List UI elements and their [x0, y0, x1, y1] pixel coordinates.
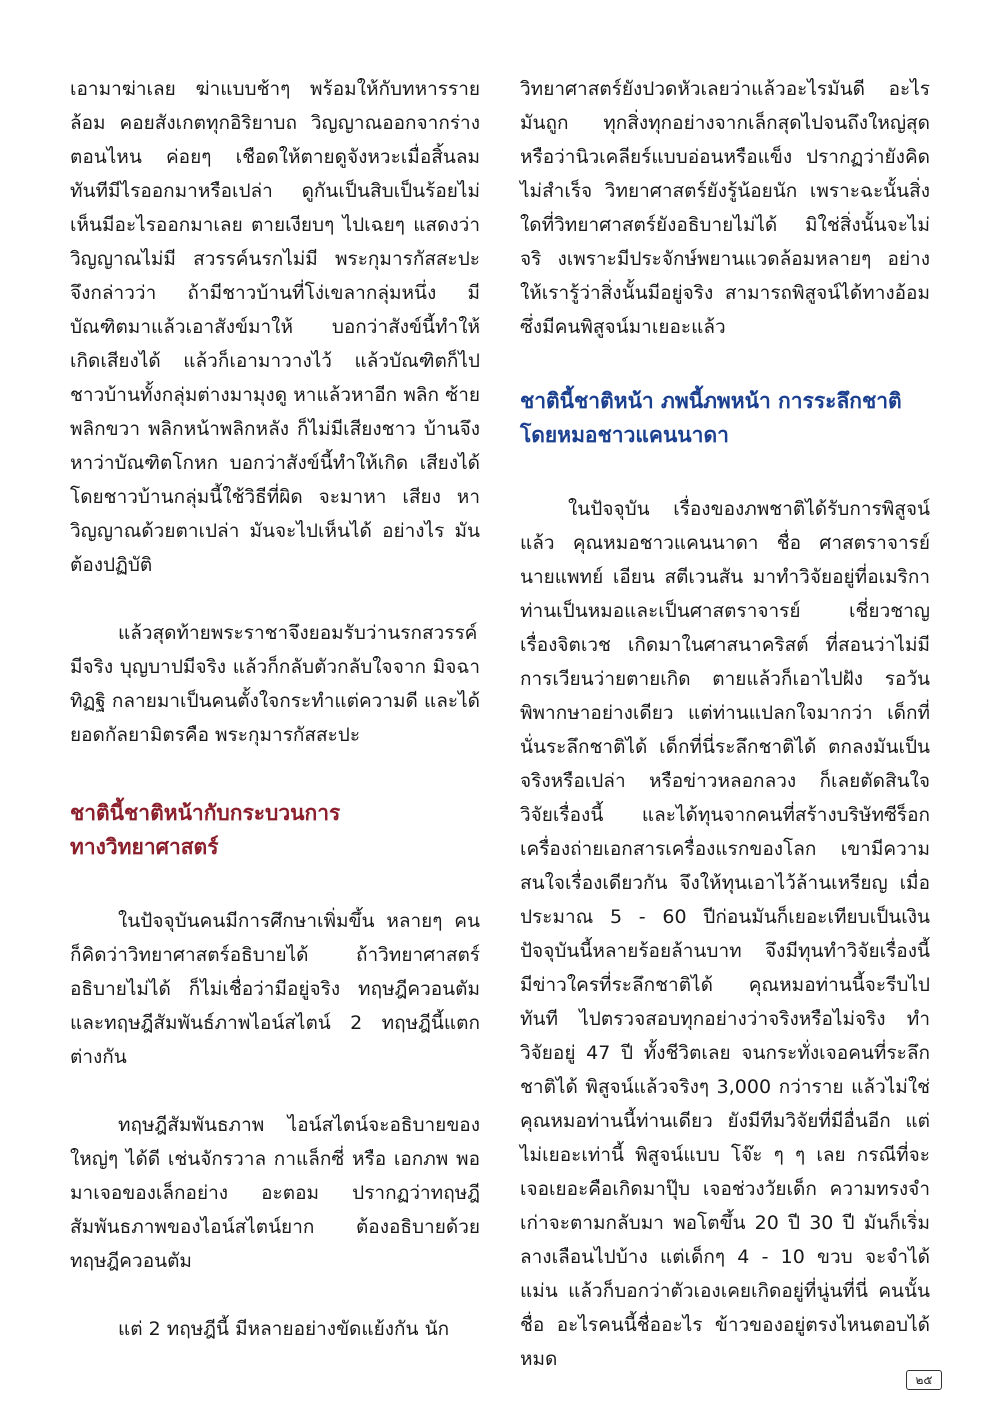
page-number: ๒๕	[906, 1370, 942, 1390]
left-paragraph-3: ในปัจจุบันคนมีการศึกษาเพิ่มขึ้น หลายๆ คน ก็คิดว่าวิทยาศาสตร์อธิบายได้ ถ้าวิทยาศาสตร์ อธิบายไม่ได้ ก็ไม่เชื่อว่ามีอยู่จริง ทฤษฎีควอนตัม และทฤษฎีสัมพันธ์ภาพไอน์สไตน์ 2 ทฤษฎีนี้แตก ต่างกัน	[70, 910, 480, 1068]
right-column	[520, 72, 930, 1376]
left-column	[70, 72, 480, 1346]
left-paragraph-2: แล้วสุดท้ายพระราชาจึงยอมรับว่านรกสวรรค์ มีจริง บุญบาปมีจริง แล้วก็กลับตัวกลับใจจาก มิจฉาทิฏฐิ กลายมาเป็นคนตั้งใจกระทำแต่ความดี และได้ยอดกัลยามิตรคือ พระกุมารกัสสะปะ	[70, 622, 480, 746]
right-paragraph-1: วิทยาศาสตร์ยังปวดหัวเลยว่าแล้วอะไรมันดี อะไร มันถูก ทุกสิ่งทุกอย่างจากเล็กสุดไปจนถึงใหญ่สุด หรือว่านิวเคลียร์แบบอ่อนหรือแข็ง ปรากฏว่ายังคิด ไม่สำเร็จ วิทยาศาสตร์ยังรู้น้อยนัก เพราะฉะนั้นสิ่ง ใดที่วิทยาศาสตร์ยังอธิบายไม่ได้ มิใช่สิ่งนั้นจะไม่ จริ งเพราะมีประจักษ์พยานแวดล้อมหลายๆ อย่าง ให้เรารู้ว่าสิ่งนั้นมีอยู่จริง สามารถพิสูจน์ได้ทางอ้อม ซึ่งมีคนพิสูจน์มาเยอะแล้ว	[520, 78, 930, 338]
left-paragraph-5: แต่ 2 ทฤษฎีนี้ มีหลายอย่างขัดแย้งกัน นัก	[118, 1318, 450, 1340]
section-heading-line-2: โดยหมอชาวแคนนาดา	[520, 423, 729, 447]
left-paragraph-4: ทฤษฎีสัมพันธภาพ ไอน์สไตน์จะอธิบายของ ใหญ่ๆ ได้ดี เช่นจักรวาล กาแล็กซี่ หรือ เอกภพ พอ มาเจอของเล็กอย่าง อะตอม ปรากฏว่าทฤษฎี สัมพันธภาพของไอน์สไตน์ยาก ต้องอธิบายด้วย ทฤษฎีควอนตัม	[70, 1114, 480, 1272]
section-heading-line-1: ชาตินี้ชาติหน้ากับกระบวนการ	[70, 801, 341, 825]
left-paragraph-1: เอามาฆ่าเลย ฆ่าแบบช้าๆ พร้อมให้กับทหารราย ล้อม คอยสังเกตทุกอิริยาบถ วิญญาณออกจากร่าง ตอนไหน ค่อยๆ เชือดให้ตายดูจังหวะเมื่อสิ้นลม ทันทีมีไรออกมาหรือเปล่า ดูกันเป็นสิบเป็นร้อยไม่ เห็นมีอะไรออกมาเลย ตายเงียบๆ ไปเฉยๆ แสดงว่า วิญญาณไม่มี สวรรค์นรกไม่มี พระกุมารกัสสะปะ จึงกล่าวว่า ถ้ามีชาวบ้านที่โง่เขลากลุ่มหนึ่ง มี บัณฑิตมาแล้วเอาสังข์มาให้ บอกว่าสังข์นี้ทำให้ เกิดเสียงได้ แล้วก็เอามาวางไว้ แล้วบัณฑิตก็ไป ชาวบ้านทั้งกลุ่มต่างมามุงดู หาแล้วหาอีก พลิก ซ้ายพลิกขวา พลิกหน้าพลิกหลัง ก็ไม่มีเสียงชาว บ้านจึงหาว่าบัณฑิตโกหก บอกว่าสังข์นี้ทำให้เกิด เสียงได้ โดยชาวบ้านกลุ่มนี้ใช้วิธีที่ผิด จะมาหา เสียง หาวิญญาณด้วยตาเปล่า มันจะไปเห็นได้ อย่างไร มันต้องปฏิบัติ	[70, 78, 480, 576]
section-heading-rebirth	[520, 384, 930, 452]
section-heading-line-2: ทางวิทยาศาสตร์	[70, 835, 219, 859]
right-paragraph-2: ในปัจจุบัน เรื่องของภพชาติได้รับการพิสูจน์ แล้ว คุณหมอชาวแคนนาดา ชื่อ ศาสตราจารย์ นายแพทย์ เอียน สตีเวนสัน มาทำวิจัยอยู่ที่อเมริกา ท่านเป็นหมอและเป็นศาสตราจารย์ เชี่ยวชาญ เรื่องจิตเวช เกิดมาในศาสนาคริสต์ ที่สอนว่าไม่มี การเวียนว่ายตายเกิด ตายแล้วก็เอาไปฝัง รอวัน พิพากษาอย่างเดียว แต่ท่านแปลกใจมากว่า เด็กที่ นั่นระลึกชาติได้ เด็กที่นี่ระลึกชาติได้ ตกลงมันเป็น จริงหรือเปล่า หรือข่าวหลอกลวง ก็เลยตัดสินใจ วิจัยเรื่องนี้ และได้ทุนจากคนที่สร้างบริษัทซีร็อก เครื่องถ่ายเอกสารเครื่องแรกของโลก เขามีความ สนใจเรื่องเดียวกัน จึงให้ทุนเอาไว้ล้านเหรียญ เมื่อ ประมาณ 5 - 60 ปีก่อนมันก็เยอะเทียบเป็นเงิน ปัจจุบันนี้หลายร้อยล้านบาท จึงมีทุนทำวิจัยเรื่องนี้ มีข่าวใครที่ระลึกชาติได้ คุณหมอท่านนี้จะรีบไป ทันที ไปตรวจสอบทุกอย่างว่าจริงหรือไม่จริง ทำ วิจัยอยู่ 47 ปี ทั้งชีวิตเลย จนกระทั่งเจอคนที่ระลึก ชาติได้ พิสูจน์แล้วจริงๆ 3,000 กว่าราย แล้วไม่ใช่ คุณหมอท่านนี้ท่านเดียว ยังมีทีมวิจัยที่มีอื่นอีก แต่ ไม่เยอะเท่านี้ พิสูจน์แบบ โจ๊ะ ๆ ๆ เลย กรณีที่จะ เจอเยอะคือเกิดมาปุ๊บ เจอช่วงวัยเด็ก ความทรงจำ เก่าจะตามกลับมา พอโตขึ้น 20 ปี 30 ปี มันก็เริ่ม ลางเลือนไปบ้าง แต่เด็กๆ 4 - 10 ขวบ จะจำได้แม่น แล้วก็บอกว่าตัวเองเคยเกิดอยู่ที่นู่นที่นี่ คนนั้นชื่อ อะไรคนนี้ชื่ออะไร ข้าวของอยู่ตรงไหนตอบได้หมด	[520, 498, 930, 1370]
section-heading-line-1: ชาตินี้ชาติหน้า ภพนี้ภพหน้า การระลึกชาติ	[520, 389, 902, 413]
section-heading-science	[70, 796, 480, 864]
